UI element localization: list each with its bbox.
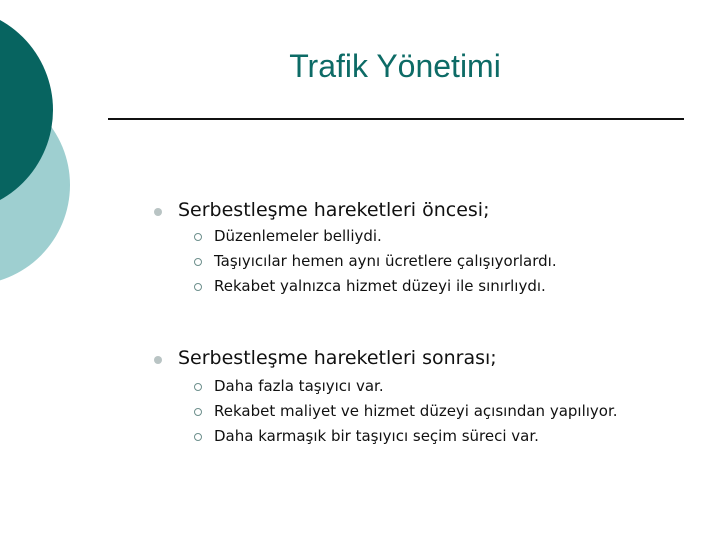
slide-title: Trafik Yönetimi — [289, 48, 501, 84]
sub-bullet-icon — [194, 433, 202, 441]
list-item: Düzenlemeler belliydi. — [214, 227, 382, 245]
list-item: Daha karmaşık bir taşıyıcı seçim süreci var. — [214, 427, 539, 445]
list-item: Rekabet yalnızca hizmet düzeyi ile sınırlıydı. — [214, 277, 546, 295]
sub-bullet-icon — [194, 258, 202, 266]
main-bullet-icon — [154, 208, 162, 216]
list-item: Daha fazla taşıyıcı var. — [214, 377, 384, 395]
sub-bullet-icon — [194, 383, 202, 391]
sub-bullet-icon — [194, 233, 202, 241]
list-item: Rekabet maliyet ve hizmet düzeyi açısından yapılıyor. — [214, 402, 618, 420]
section-heading: Serbestleşme hareketleri sonrası; — [178, 347, 497, 369]
list-item: Taşıyıcılar hemen aynı ücretlere çalışıyorlardı. — [214, 252, 557, 270]
section-heading: Serbestleşme hareketleri öncesi; — [178, 199, 490, 221]
title-divider — [108, 118, 684, 120]
main-bullet-icon — [154, 356, 162, 364]
decorative-circles — [0, 0, 120, 300]
sub-bullet-icon — [194, 408, 202, 416]
sub-bullet-icon — [194, 283, 202, 291]
